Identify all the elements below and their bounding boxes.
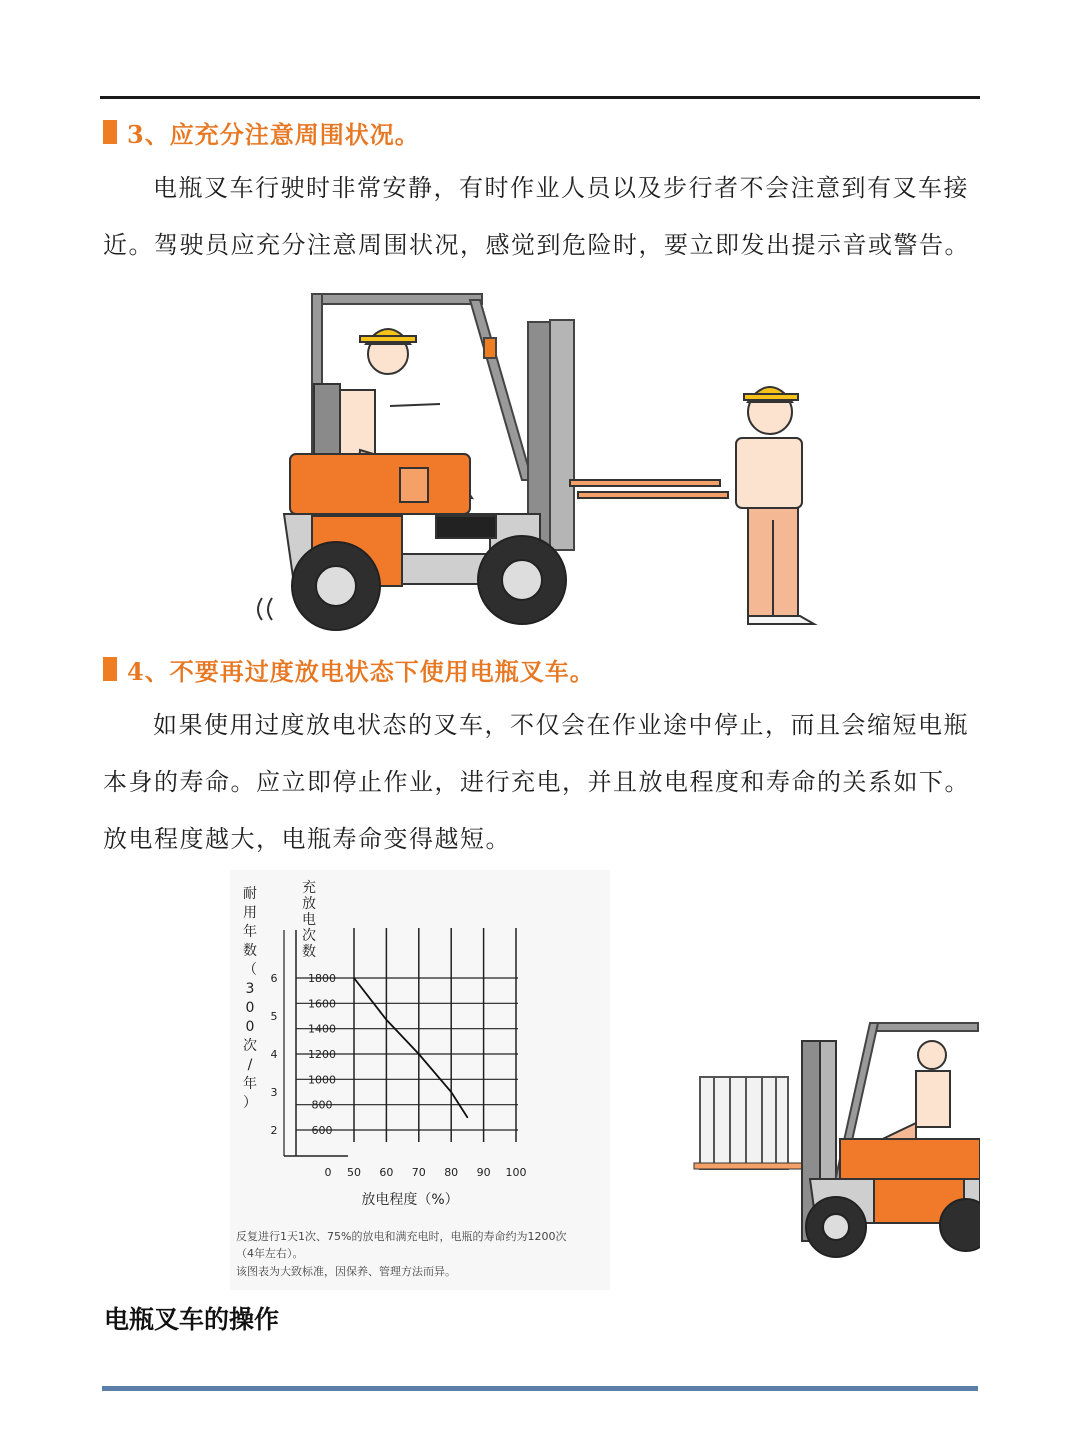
forklift-cargo-illustration [690,1015,980,1265]
y2-tick-label: 2 [270,1124,278,1137]
y-tick-label: 600 [311,1124,333,1137]
chart-panel [230,870,610,1290]
x-tick-label: 50 [347,1166,361,1179]
y-tick-label: 800 [311,1098,333,1112]
x-tick-label: 60 [379,1166,394,1179]
y2-axis-label-char: / [247,1057,253,1073]
forklift-forks [570,480,728,498]
section-3-body: 电瓶叉车行驶时非常安静，有时作业人员以及步行者不会注意到有叉车接近。驾驶员应充分注意周围状况，感觉到危险时，要立即发出提示音或警告。 [103,174,970,259]
section-4-title: 4、不要再过度放电状态下使用电瓶叉车。 [127,656,595,686]
forklift-pedestrian-illustration [240,280,840,640]
life-curve-line [354,978,467,1117]
data-point [386,1019,388,1021]
cargo-cage [700,1077,788,1169]
chart-note-1: 反复进行1天1次、75%的放电和满充电时，电瓶的寿命约为1200次 [236,1230,567,1243]
discharge-life-chart [230,870,610,1290]
section-4-heading [103,649,595,689]
bottom-section-title: 电瓶叉车的操作 [104,1305,280,1334]
x-axis-label: 放电程度（%） [361,1192,459,1208]
heading-marker [103,657,117,681]
y2-axis-label-char: 3 [245,981,255,997]
y-axis-label-char: 充 [302,880,316,896]
y2-tick-label: 6 [270,972,278,985]
section-4-body: 如果使用过度放电状态的叉车，不仅会在作业途中停止，而且会缩短电瓶本身的寿命。应立即停止作业，进行充电，并且放电程度和寿命的关系如下。放电程度越大，电瓶寿命变得越短。 [103,711,970,853]
y2-axis-label-char: （ [243,962,257,978]
y2-tick-label: 5 [270,1010,278,1023]
pedestrian-figure [736,387,814,624]
section-3-paragraph [103,160,981,274]
data-point [467,1117,469,1119]
y-tick-label: 1400 [308,1022,336,1036]
x-tick-label: 100 [505,1166,527,1179]
section-4-paragraph [103,697,981,868]
data-point [418,1053,420,1055]
y2-axis-label-char: 次 [243,1038,257,1054]
y2-tick-label: 3 [270,1086,278,1099]
y2-axis-label-char: 用 [243,905,257,921]
bottom-rule [102,1386,978,1391]
y-axis-label-char: 电 [302,912,316,928]
y2-axis-label-char: 年 [243,924,257,940]
y2-axis-label-char: 耐 [243,886,257,902]
data-point [450,1091,452,1093]
x-tick-label: 90 [476,1166,491,1179]
y-tick-label: 1200 [308,1048,336,1061]
y2-axis-label-char: 0 [245,1019,255,1035]
y2-tick-label: 4 [270,1048,278,1061]
y2-axis-label-char: ） [243,1095,257,1111]
y-axis-label-char: 放 [302,896,316,912]
chart-note-3: 该图表为大致标准，因保养、管理方法而异。 [236,1265,456,1278]
top-rule [100,96,980,99]
y-axis-label-char: 次 [302,928,316,944]
x-tick-label: 0 [324,1166,332,1179]
sound-lines [258,598,272,620]
section-3-heading [103,112,420,152]
y2-axis-label-char: 0 [245,1000,255,1016]
x-tick-label: 70 [411,1166,426,1179]
data-point [353,977,355,979]
y-tick-label: 1800 [308,972,336,985]
y2-axis-label-char: 数 [243,943,257,959]
heading-marker [103,120,117,144]
y-tick-label: 1600 [308,997,336,1011]
y2-axis-label-char: 年 [243,1076,257,1092]
y-axis-label-char: 数 [302,944,316,960]
section-3-title: 3、应充分注意周围状况。 [127,119,420,149]
fork [694,1163,802,1169]
chart-note-2: （4年左右）。 [236,1247,304,1260]
y-tick-label: 1000 [308,1073,336,1087]
x-tick-label: 80 [444,1166,459,1179]
